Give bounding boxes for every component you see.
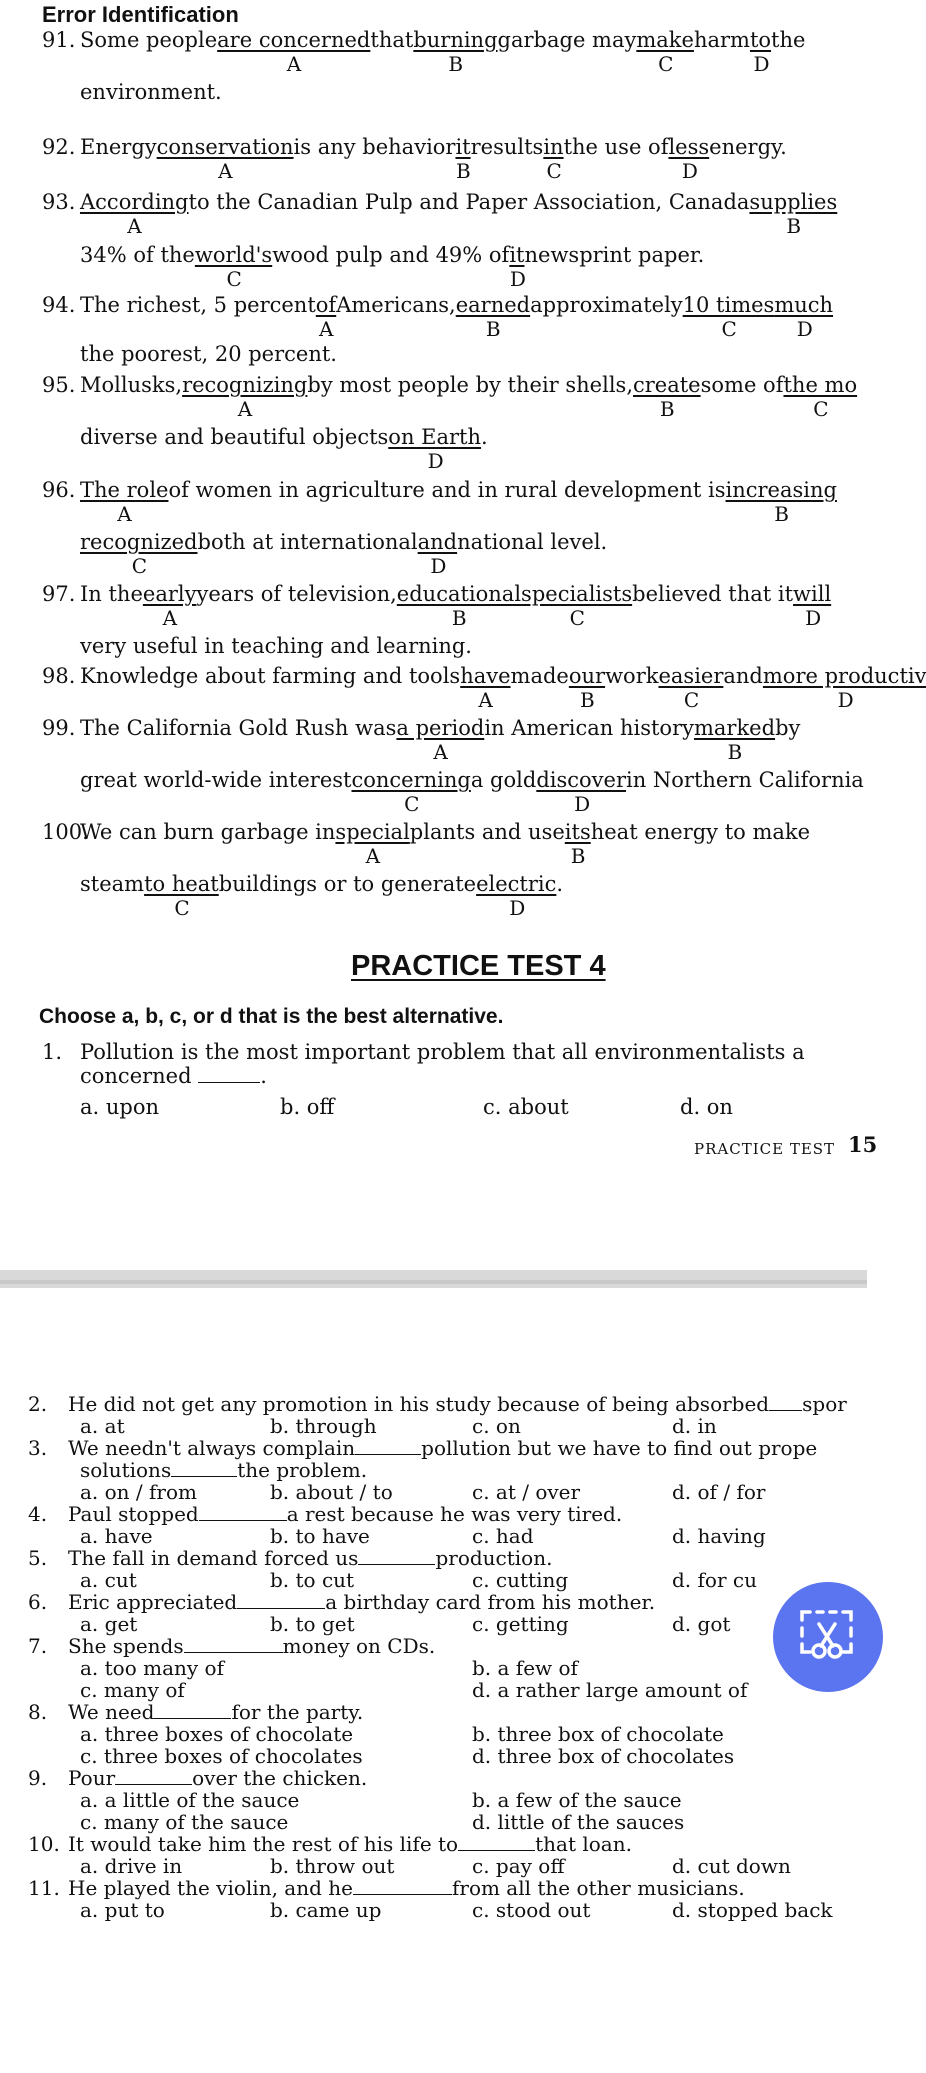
question-text: for the party. bbox=[231, 1700, 364, 1724]
choice-letter: C bbox=[174, 896, 190, 920]
page-separator bbox=[0, 1270, 867, 1288]
item-text: wood pulp and 49% of bbox=[272, 243, 510, 267]
option-a: a. three boxes of chocolate bbox=[80, 1722, 354, 1746]
item-number: 96. bbox=[42, 478, 76, 502]
option-a: a. on / from bbox=[80, 1480, 197, 1504]
item-text: Mollusks, bbox=[80, 373, 183, 397]
item-number: 98. bbox=[42, 664, 76, 688]
underlined-segment: to bbox=[749, 28, 772, 52]
choice-letter: B bbox=[485, 317, 501, 341]
underlined-segment: it bbox=[455, 135, 471, 159]
choice-letter: A bbox=[162, 606, 178, 630]
option-b: b. a few of bbox=[472, 1656, 578, 1680]
choice-letter: C bbox=[721, 317, 737, 341]
question-number: 3. bbox=[28, 1436, 48, 1460]
answer-blank bbox=[154, 1718, 231, 1719]
item-text: and bbox=[723, 664, 763, 688]
question-text: Pollution is the most important problem that all environmentalists a bbox=[80, 1040, 805, 1064]
item-text: both at international bbox=[197, 530, 418, 554]
choice-letter: D bbox=[427, 449, 444, 473]
option-b: b. came up bbox=[270, 1898, 382, 1922]
item-text: made bbox=[510, 664, 569, 688]
item-text: energy. bbox=[709, 135, 787, 159]
item-text: The richest, 5 percent bbox=[80, 293, 316, 317]
question-number: 11. bbox=[28, 1876, 60, 1900]
choice-letter: D bbox=[753, 52, 770, 76]
choice-letter: C bbox=[404, 792, 420, 816]
underlined-segment: and bbox=[417, 530, 458, 554]
question-text: He played the violin, and he bbox=[68, 1876, 353, 1900]
section-title: Error Identification bbox=[42, 2, 239, 27]
underlined-segment: recognized bbox=[80, 530, 198, 554]
item-text: very useful in teaching and learning. bbox=[80, 634, 472, 658]
choice-letter: C bbox=[813, 397, 829, 421]
option-c: c. many of the sauce bbox=[80, 1810, 289, 1834]
item-text: . bbox=[481, 425, 488, 449]
underlined-segment: a period bbox=[396, 716, 485, 740]
choice-letter: B bbox=[659, 397, 675, 421]
item-text: newsprint paper. bbox=[524, 243, 705, 267]
underlined-segment: special bbox=[335, 820, 410, 844]
option-d: d. got bbox=[672, 1612, 731, 1636]
option-b: b. about / to bbox=[270, 1480, 393, 1504]
item-text: results bbox=[470, 135, 544, 159]
question-number: 2. bbox=[28, 1392, 48, 1416]
choice-letter: D bbox=[837, 688, 854, 712]
option-a: a. drive in bbox=[80, 1854, 183, 1878]
item-text: Knowledge about farming and tools bbox=[80, 664, 461, 688]
option-a: a. put to bbox=[80, 1898, 165, 1922]
item-text: Some people bbox=[80, 28, 218, 52]
option-c: c. on bbox=[472, 1414, 521, 1438]
option-a: a. upon bbox=[80, 1095, 160, 1119]
answer-blank bbox=[769, 1410, 802, 1411]
choice-letter: A bbox=[286, 52, 302, 76]
option-b: b. off bbox=[280, 1095, 335, 1119]
option-d: d. on bbox=[680, 1095, 733, 1119]
choice-letter: A bbox=[318, 317, 334, 341]
item-number: 91. bbox=[42, 28, 76, 52]
choice-letter: A bbox=[218, 159, 233, 183]
option-c: c. getting bbox=[472, 1612, 569, 1636]
choice-letter: D bbox=[574, 792, 591, 816]
question-text: a rest because he was very tired. bbox=[286, 1502, 623, 1526]
page-bottom bbox=[0, 1288, 867, 2073]
option-a: a. too many of bbox=[80, 1656, 224, 1680]
item-text: Americans, bbox=[336, 293, 456, 317]
underlined-segment: supplies bbox=[749, 190, 838, 214]
item-text: in Northern California bbox=[625, 768, 864, 792]
item-text: the poorest, 20 percent. bbox=[80, 342, 337, 366]
underlined-segment: make bbox=[636, 28, 694, 52]
choice-letter: D bbox=[805, 606, 822, 630]
underlined-segment: discover bbox=[536, 768, 626, 792]
choice-letter: D bbox=[430, 554, 447, 578]
underlined-segment: will bbox=[793, 582, 832, 606]
item-text: some of bbox=[700, 373, 784, 397]
option-b: b. through bbox=[270, 1414, 377, 1438]
practice-instruction: Choose a, b, c, or d that is the best alternative. bbox=[39, 1005, 504, 1028]
choice-letter: D bbox=[681, 159, 698, 183]
question-text: money on CDs. bbox=[282, 1634, 436, 1658]
option-c: c. had bbox=[472, 1524, 534, 1548]
underlined-segment: marked bbox=[693, 716, 776, 740]
item-text: 34% of the bbox=[80, 243, 195, 267]
underlined-segment: of bbox=[315, 293, 337, 317]
option-b: b. to get bbox=[270, 1612, 355, 1636]
underlined-segment: the mo bbox=[783, 373, 858, 397]
underlined-segment: The role bbox=[80, 478, 169, 502]
item-text: by bbox=[775, 716, 801, 740]
item-text: years of television, bbox=[196, 582, 397, 606]
answer-blank bbox=[115, 1784, 192, 1785]
answer-blank bbox=[237, 1608, 325, 1609]
question-number: 7. bbox=[28, 1634, 48, 1658]
question-number: 6. bbox=[28, 1590, 48, 1614]
option-a: a. a little of the sauce bbox=[80, 1788, 300, 1812]
option-b: b. to cut bbox=[270, 1568, 355, 1592]
answer-blank bbox=[198, 1064, 260, 1083]
choice-letter: A bbox=[117, 502, 132, 526]
item-text: to the Canadian Pulp and Paper Association, Canada bbox=[188, 190, 750, 214]
question-text: He did not get any promotion in his study because of being absorbed bbox=[68, 1392, 770, 1416]
item-number: 95. bbox=[42, 373, 76, 397]
underlined-segment: our bbox=[568, 664, 606, 688]
question-text: that loan. bbox=[535, 1832, 632, 1856]
item-text: . bbox=[556, 872, 564, 896]
option-d: d. for cu bbox=[672, 1568, 757, 1592]
option-a: a. cut bbox=[80, 1568, 137, 1592]
choice-letter: A bbox=[365, 844, 381, 868]
underlined-segment: According bbox=[80, 190, 189, 214]
underlined-segment: create bbox=[633, 373, 701, 397]
question-number: 5. bbox=[28, 1546, 48, 1570]
scissors-crop-icon bbox=[799, 1606, 857, 1664]
underlined-segment: much bbox=[774, 293, 834, 317]
option-a: a. get bbox=[80, 1612, 138, 1636]
choice-letter: D bbox=[509, 896, 526, 920]
item-text: a gold bbox=[470, 768, 537, 792]
option-c: c. three boxes of chocolates bbox=[80, 1744, 363, 1768]
item-text: Energy bbox=[80, 135, 157, 159]
underlined-segment: conservation bbox=[156, 135, 294, 159]
question-text-cont: concerned . bbox=[80, 1064, 267, 1088]
item-text: national level. bbox=[457, 530, 608, 554]
underlined-segment: to heat bbox=[144, 872, 219, 896]
option-a: a. at bbox=[80, 1414, 125, 1438]
option-c: c. about bbox=[483, 1095, 569, 1119]
underlined-segment: increasing bbox=[725, 478, 837, 502]
choice-letter: B bbox=[570, 844, 586, 868]
underlined-segment: have bbox=[460, 664, 511, 688]
choice-letter: A bbox=[478, 688, 493, 712]
item-number: 97. bbox=[42, 582, 76, 606]
underlined-segment: burning bbox=[413, 28, 498, 52]
underlined-segment: more productiv bbox=[762, 664, 926, 688]
item-text: the use of bbox=[563, 135, 669, 159]
choice-letter: C bbox=[658, 52, 674, 76]
underlined-segment: world's bbox=[194, 243, 273, 267]
item-text: The California Gold Rush was bbox=[80, 716, 397, 740]
option-c: c. cutting bbox=[472, 1568, 569, 1592]
underlined-segment: recognizing bbox=[182, 373, 308, 397]
option-d: d. little of the sauces bbox=[472, 1810, 685, 1834]
underlined-segment: concerning bbox=[351, 768, 471, 792]
choice-letter: C bbox=[226, 267, 242, 291]
option-b: b. a few of the sauce bbox=[472, 1788, 682, 1812]
item-text: the bbox=[771, 28, 806, 52]
question-text: solutions bbox=[80, 1458, 172, 1482]
underlined-segment: less bbox=[668, 135, 710, 159]
question-number: 10. bbox=[28, 1832, 60, 1856]
answer-blank bbox=[458, 1850, 535, 1851]
question-text: a birthday card from his mother. bbox=[325, 1590, 656, 1614]
question-text: from all the other musicians. bbox=[451, 1876, 745, 1900]
choice-letter: B bbox=[451, 606, 467, 630]
option-d: d. of / for bbox=[672, 1480, 766, 1504]
underlined-segment: earned bbox=[455, 293, 531, 317]
question-text: over the chicken. bbox=[192, 1766, 368, 1790]
option-c: c. pay off bbox=[472, 1854, 565, 1878]
question-text: She spends bbox=[68, 1634, 184, 1658]
underlined-segment: on Earth bbox=[388, 425, 481, 449]
option-d: d. cut down bbox=[672, 1854, 791, 1878]
question-text: spor bbox=[802, 1392, 847, 1416]
underlined-segment: easier bbox=[658, 664, 724, 688]
underlined-segment: electric bbox=[476, 872, 557, 896]
item-text: by most people by their shells, bbox=[307, 373, 633, 397]
item-text: that bbox=[370, 28, 414, 52]
underlined-segment: it bbox=[509, 243, 525, 267]
option-b: b. throw out bbox=[270, 1854, 395, 1878]
underlined-segment: its bbox=[564, 820, 591, 844]
choice-letter: B bbox=[774, 502, 789, 526]
page-separator-line bbox=[0, 1280, 867, 1284]
item-number: 94. bbox=[42, 293, 76, 317]
question-number: 4. bbox=[28, 1502, 48, 1526]
question-number: 1. bbox=[42, 1040, 63, 1064]
underlined-segment: are concerned bbox=[217, 28, 371, 52]
choice-letter: B bbox=[448, 52, 464, 76]
item-text: work bbox=[605, 664, 659, 688]
choice-letter: D bbox=[796, 317, 813, 341]
option-b: b. to have bbox=[270, 1524, 370, 1548]
question-text: The fall in demand forced us bbox=[68, 1546, 359, 1570]
item-text: plants and use bbox=[409, 820, 565, 844]
answer-blank bbox=[171, 1476, 237, 1477]
choice-letter: B bbox=[786, 214, 802, 238]
answer-blank bbox=[358, 1564, 435, 1565]
option-b: b. three box of chocolate bbox=[472, 1722, 724, 1746]
question-number: 9. bbox=[28, 1766, 48, 1790]
underlined-segment: 10 times bbox=[682, 293, 775, 317]
item-text: believed that it bbox=[632, 582, 794, 606]
question-text: Paul stopped bbox=[68, 1502, 199, 1526]
item-text: In the bbox=[80, 582, 143, 606]
question-text: the problem. bbox=[237, 1458, 368, 1482]
option-c: c. many of bbox=[80, 1678, 185, 1702]
choice-letter: B bbox=[727, 740, 743, 764]
item-text: steam bbox=[80, 872, 145, 896]
choice-letter: C bbox=[546, 159, 562, 183]
underlined-segment: educational bbox=[396, 582, 522, 606]
item-text: diverse and beautiful objects bbox=[80, 425, 389, 449]
answer-blank bbox=[355, 1454, 421, 1455]
item-number: 92. bbox=[42, 135, 76, 159]
page-footer-label: PRACTICE TEST bbox=[694, 1140, 836, 1158]
option-d: d. in bbox=[672, 1414, 717, 1438]
question-number: 8. bbox=[28, 1700, 48, 1724]
choice-letter: D bbox=[509, 267, 526, 291]
question-text: We needn't always complain bbox=[68, 1436, 356, 1460]
option-c: c. at / over bbox=[472, 1480, 581, 1504]
underlined-segment: specialists bbox=[521, 582, 633, 606]
underlined-segment: in bbox=[543, 135, 564, 159]
choice-letter: C bbox=[683, 688, 700, 712]
practice-test-title: PRACTICE TEST 4 bbox=[351, 950, 606, 982]
option-d: d. three box of chocolates bbox=[472, 1744, 735, 1768]
item-text: is any behavior bbox=[293, 135, 456, 159]
choice-letter: A bbox=[237, 397, 253, 421]
choice-letter: A bbox=[433, 740, 448, 764]
choice-letter: B bbox=[579, 688, 595, 712]
item-text: of women in agriculture and in rural development is bbox=[168, 478, 726, 502]
page-number: 15 bbox=[848, 1132, 878, 1157]
question-text: Eric appreciated bbox=[68, 1590, 238, 1614]
item-text: garbage may bbox=[497, 28, 637, 52]
answer-blank bbox=[199, 1520, 287, 1521]
item-number: 99. bbox=[42, 716, 76, 740]
item-number: 100. bbox=[42, 820, 89, 844]
item-text: great world-wide interest bbox=[80, 768, 352, 792]
question-text: Pour bbox=[68, 1766, 116, 1790]
screenshot-crop-button[interactable] bbox=[773, 1582, 883, 1692]
question-text: It would take him the rest of his life to bbox=[68, 1832, 459, 1856]
choice-letter: C bbox=[131, 554, 148, 578]
option-d: d. having bbox=[672, 1524, 766, 1548]
question-text: production. bbox=[435, 1546, 553, 1570]
item-text: in American history bbox=[484, 716, 694, 740]
question-text: We need bbox=[68, 1700, 155, 1724]
choice-letter: C bbox=[569, 606, 585, 630]
choice-letter: A bbox=[127, 214, 142, 238]
option-c: c. stood out bbox=[472, 1898, 591, 1922]
choice-letter: B bbox=[456, 159, 471, 183]
question-text: pollution but we have to find out prope bbox=[421, 1436, 818, 1460]
item-text: We can burn garbage in bbox=[80, 820, 336, 844]
item-text: harm bbox=[693, 28, 750, 52]
answer-blank bbox=[184, 1652, 283, 1653]
item-text: environment. bbox=[80, 80, 222, 104]
option-d: d. stopped back bbox=[672, 1898, 833, 1922]
option-a: a. have bbox=[80, 1524, 153, 1548]
item-number: 93. bbox=[42, 190, 76, 214]
item-text: heat energy to make bbox=[590, 820, 811, 844]
underlined-segment: early bbox=[142, 582, 197, 606]
answer-blank bbox=[353, 1894, 452, 1895]
item-text: approximately bbox=[530, 293, 683, 317]
option-d: d. a rather large amount of bbox=[472, 1678, 748, 1702]
item-text: buildings or to generate bbox=[218, 872, 477, 896]
